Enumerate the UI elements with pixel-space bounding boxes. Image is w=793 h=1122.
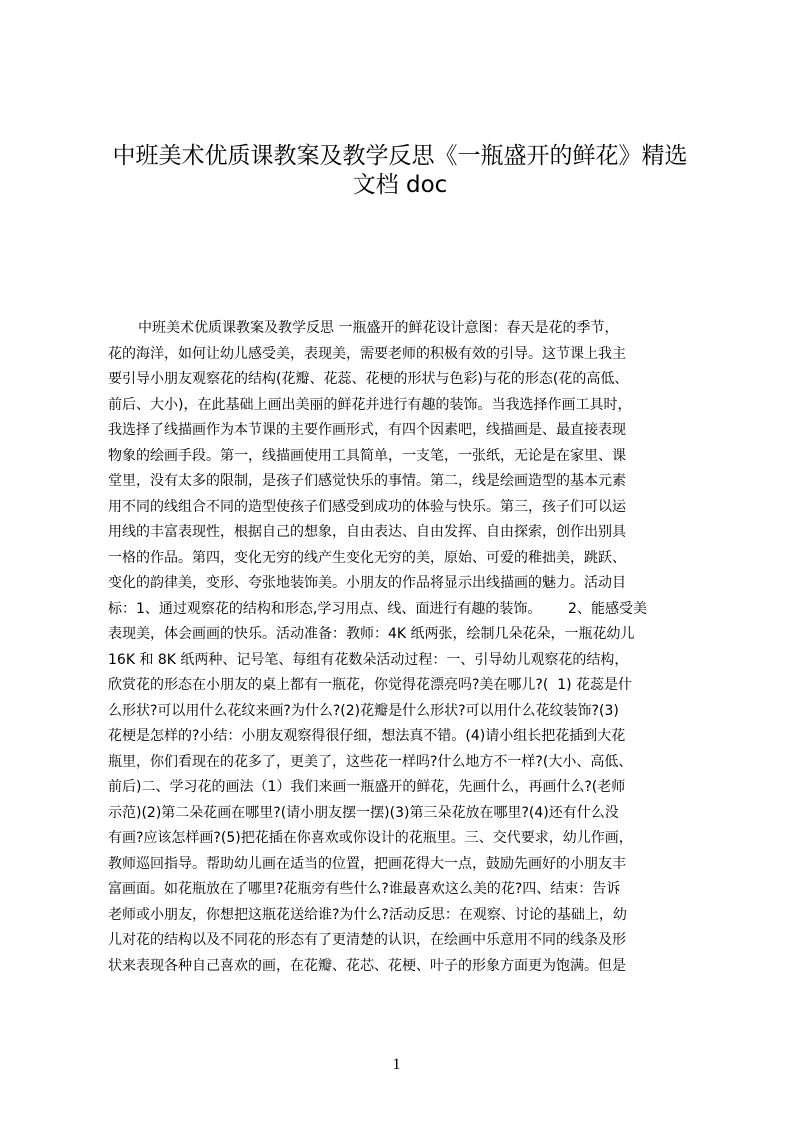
body-line: 富画面。如花瓶放在了哪里?花瓶旁有些什么?谁最喜欢这么美的花?四、结束：告诉 bbox=[108, 881, 621, 897]
title-line-2: 文档 doc bbox=[352, 172, 448, 198]
body-line: 用线的丰富表现性，根据自己的想象，自由表达、自由发挥、自由探索，创作出别具 bbox=[108, 524, 626, 540]
body-line: 么形状?可以用什么花纹来画?为什么?(2)花瓣是什么形状?可以用什么花纹装饰?(3) bbox=[108, 702, 619, 719]
body-line: 表现美，体会画画的快乐。活动准备：教师：4K 纸两张，绘制几朵花朵，一瓶花幼儿 bbox=[108, 626, 635, 642]
body-line: 花的海洋，如何让幼儿感受美，表现美，需要老师的积极有效的引导。这节课上我主 bbox=[108, 345, 626, 362]
body-line: 欣赏花的形态在小朋友的桌上都有一瓶花，你觉得花漂亮吗?美在哪儿?( 1) 花蕊是什 bbox=[108, 677, 633, 693]
body-line: 有画?应该怎样画?(5)把花插在你喜欢或你设计的花瓶里。三、交代要求，幼儿作画， bbox=[108, 830, 633, 846]
document-title bbox=[100, 142, 700, 200]
body-line: 用不同的线组合不同的造型使孩子们感受到成功的体验与快乐。第三，孩子们可以运 bbox=[108, 498, 626, 515]
body-line: 堂里，没有太多的限制，是孩子们感觉快乐的事情。第二，线是绘画造型的基本元素 bbox=[108, 473, 626, 489]
body-line: 瓶里，你们看现在的花多了，更美了，这些花一样吗?什么地方不一样?(大小、高低、 bbox=[108, 753, 633, 770]
body-line: 儿对花的结构以及不同花的形态有了更清楚的认识，在绘画中乐意用不同的线条及形 bbox=[108, 932, 626, 948]
body-line: 状来表现各种自己喜欢的画，在花瓣、花芯、花梗、叶子的形象方面更为饱满。但是 bbox=[108, 957, 626, 974]
body-line: 前后、大小)，在此基础上画出美丽的鲜花并进行有趣的装饰。当我选择作画工具时， bbox=[108, 396, 632, 413]
body-line: 前后)二、学习花的画法（1）我们来画一瓶盛开的鲜花，先画什么，再画什么?(老师 bbox=[108, 779, 626, 795]
body-line: 变化的韵律美，变形、夸张地装饰美。小朋友的作品将显示出线描画的魅力。活动目 bbox=[108, 575, 626, 591]
body-line: 标：1、通过观察花的结构和形态,学习用点、线、面进行有趣的装饰。 2、能感受美 bbox=[108, 600, 647, 617]
body-line: 中班美术优质课教案及教学反思 一瓶盛开的鲜花设计意图：春天是花的季节， bbox=[138, 320, 619, 336]
body-line: 物象的绘画手段。第一，线描画使用工具简单，一支笔，一张纸，无论是在家里、课 bbox=[108, 447, 626, 464]
body-line: 花梗是怎样的?小结：小朋友观察得很仔细，想法真不错。(4)请小组长把花插到大花 bbox=[108, 728, 626, 744]
body-line: 老师或小朋友，你想把这瓶花送给谁?为什么?活动反思：在观察、讨论的基础上，幼 bbox=[108, 906, 627, 923]
title-line-1: 中班美术优质课教案及教学反思《一瓶盛开的鲜花》精选 bbox=[112, 143, 688, 169]
body-text bbox=[108, 316, 698, 979]
page-number: 1 bbox=[392, 1056, 401, 1073]
body-line: 我选择了线描画作为本节课的主要作画形式，有四个因素吧，线描画是、最直接表现 bbox=[108, 422, 626, 438]
body-line: 教师巡回指导。帮助幼儿画在适当的位置，把画花得大一点，鼓励先画好的小朋友丰 bbox=[108, 855, 626, 872]
body-line: 一格的作品。第四，变化无穷的线产生变化无穷的美，原始、可爱的稚拙美，跳跃、 bbox=[108, 549, 626, 566]
body-line: 要引导小朋友观察花的结构(花瓣、花蕊、花梗的形状与色彩)与花的形态(花的高低、 bbox=[108, 371, 629, 387]
body-line: 16K 和 8K 纸两种、记号笔、每组有花数朵活动过程：一、引导幼儿观察花的结构， bbox=[108, 651, 629, 668]
body-line: 示范)(2)第二朵花画在哪里?(请小朋友摆一摆)(3)第三朵花放在哪里?(4)还有什么没 bbox=[108, 804, 619, 821]
